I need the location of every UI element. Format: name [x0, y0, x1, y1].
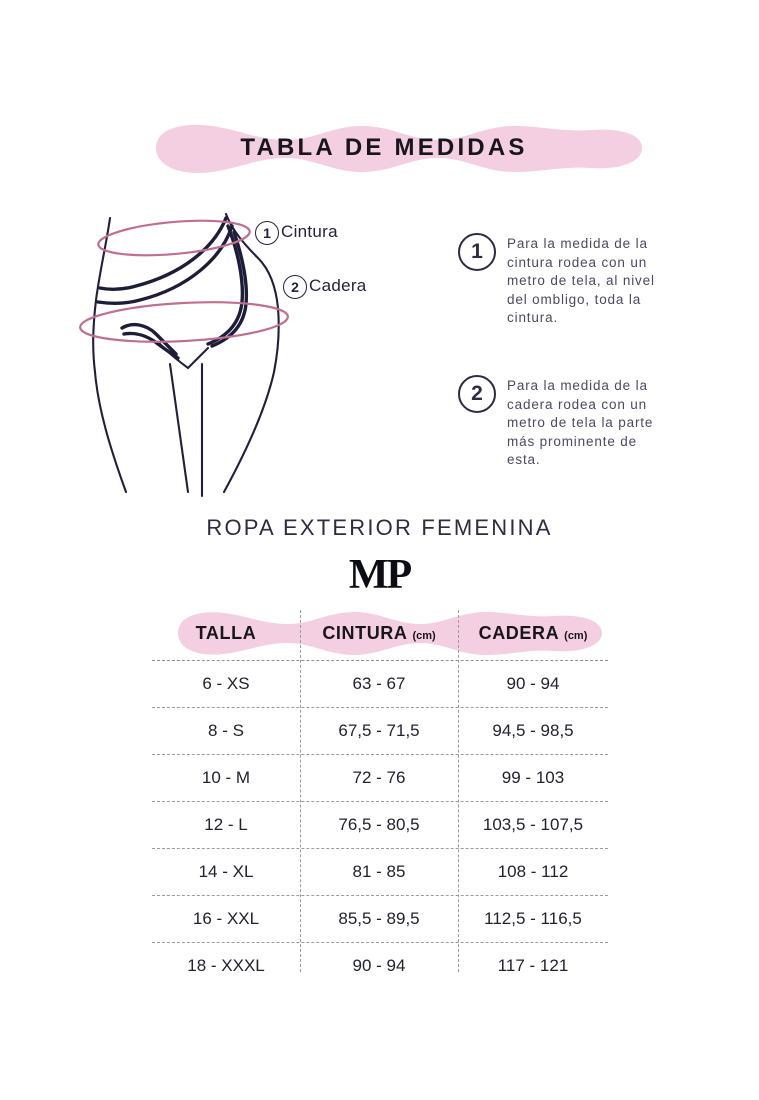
cell-cintura: 85,5 - 89,5: [338, 909, 420, 928]
cell-cadera: 94,5 - 98,5: [492, 721, 574, 740]
column-header-cintura: [300, 623, 458, 644]
column-header-cadera: [458, 623, 608, 644]
column-header-talla: [152, 623, 300, 644]
table-row: [152, 943, 608, 989]
cell-cintura: 63 - 67: [352, 674, 406, 693]
cell-cadera: 103,5 - 107,5: [482, 815, 584, 834]
column-header-cadera-label: CADERA: [478, 622, 559, 643]
table-row: [152, 708, 608, 755]
callout-number-waist: 1: [255, 221, 279, 245]
table-grid: [152, 606, 608, 989]
column-header-cintura-unit: (cm): [412, 629, 436, 642]
table-row: [152, 802, 608, 849]
title-banner: [126, 118, 642, 178]
column-header-talla-label: TALLA: [195, 622, 257, 643]
cell-cadera: 112,5 - 116,5: [484, 909, 582, 928]
callout-number-hip: 2: [283, 275, 307, 299]
cell-cadera: 99 - 103: [501, 768, 565, 787]
hip-ring-icon: [79, 298, 289, 347]
section-heading: ROPA EXTERIOR FEMENINA: [206, 515, 553, 540]
instruction-block-hip: [458, 374, 671, 470]
cell-cintura: 90 - 94: [352, 956, 406, 975]
size-table: [152, 606, 608, 976]
column-header-cadera-unit: (cm): [564, 629, 588, 642]
callout-label-waist: Cintura: [281, 222, 338, 241]
cell-talla: 12 - L: [204, 815, 248, 834]
brand-logo: MP: [348, 552, 411, 598]
cell-talla: 18 - XXXL: [187, 956, 265, 975]
cell-cintura: 72 - 76: [352, 768, 406, 787]
cell-talla: 6 - XS: [202, 674, 250, 693]
cell-talla: 14 - XL: [198, 862, 254, 881]
cell-talla: 10 - M: [201, 768, 251, 787]
instruction-text-2: Para la medida de la cadera rodea con un metro de tela la parte más prominente de esta.: [507, 378, 654, 467]
cell-cadera: 90 - 94: [506, 674, 560, 693]
instruction-text-1: Para la medida de la cintura rodea con un metro de tela, al nivel del ombligo, toda la cintura.: [507, 236, 655, 325]
cell-cadera: 108 - 112: [497, 862, 569, 881]
cell-talla: 8 - S: [208, 721, 244, 740]
body-measurement-illustration: [62, 196, 412, 516]
page-title: TABLA DE MEDIDAS: [240, 134, 528, 161]
cell-cintura: 67,5 - 71,5: [338, 721, 420, 740]
table-row: [152, 755, 608, 802]
cell-talla: 16 - XXL: [192, 909, 260, 928]
cell-cintura: 81 - 85: [352, 862, 406, 881]
cell-cadera: 117 - 121: [497, 956, 569, 975]
instruction-number-2: 2: [458, 375, 496, 413]
callout-label-hip: Cadera: [309, 276, 367, 295]
body-outline-icon: [93, 214, 279, 496]
table-row: [152, 661, 608, 708]
instruction-block-waist: [458, 232, 671, 328]
figure-svg: [62, 196, 412, 516]
table-row: [152, 849, 608, 896]
table-row: [152, 896, 608, 943]
column-header-cintura-label: CINTURA: [322, 622, 407, 643]
cell-cintura: 76,5 - 80,5: [338, 815, 420, 834]
table-header-row: [152, 606, 608, 661]
instruction-number-1: 1: [458, 233, 496, 271]
